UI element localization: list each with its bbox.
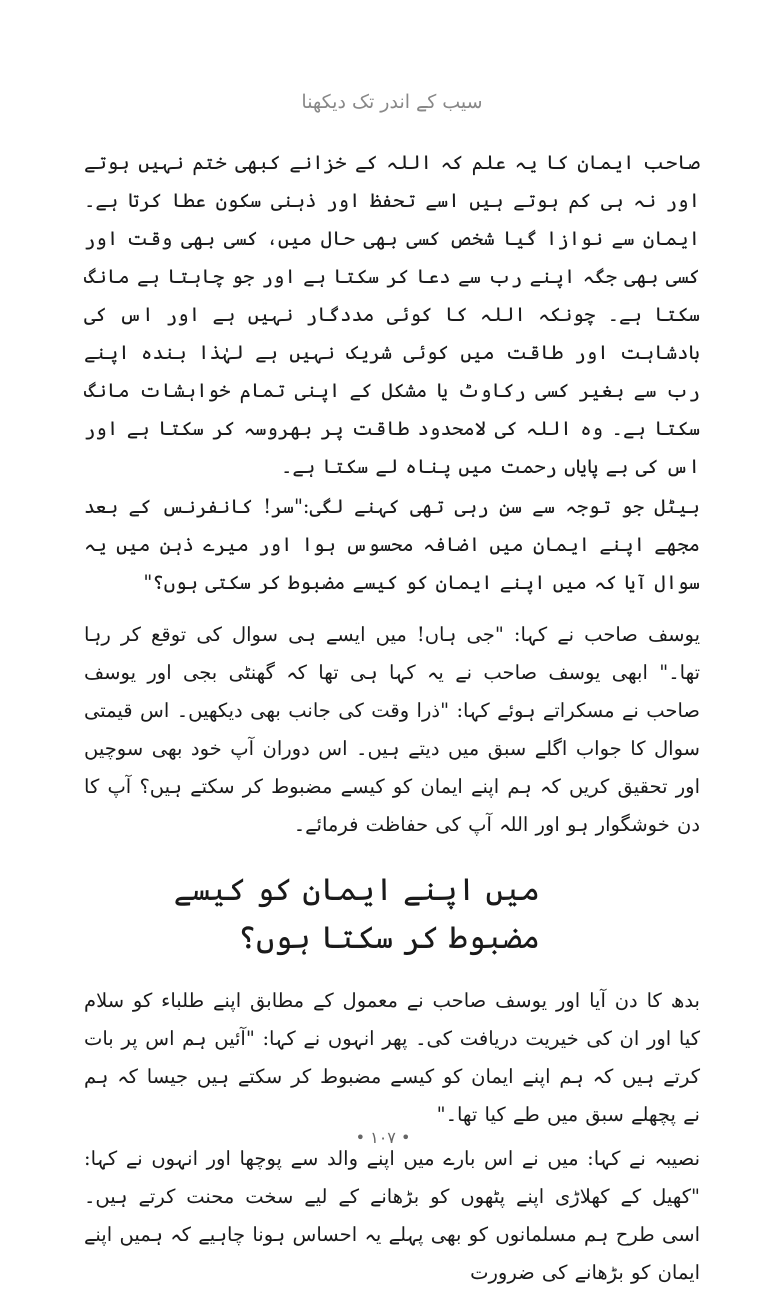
paragraph-faith-knowledge: صاحب ایمان کا یہ علم کہ اللہ کے خزانے کبھی ختم نہیں ہوتے اور نہ ہی کم ہوتے ہیں اسے تحفظ اور ذہنی سکون عطا کرتا ہے۔ ایمان سے نوازا گیا شخص کسی بھی حال میں، کسی بھی وقت اور کسی بھی جگہ اپنے رب سے دعا کر سکتا ہے اور جو چاہتا ہے مانگ سکتا ہے۔ چونکہ اللہ کا کوئی مددگار نہیں ہے اور اس کی بادشاہت اور طاقت میں کوئی شریک نہیں ہے لہٰذا بندہ اپنے رب سے بغیر کسی رکاوٹ یا مشکل کے اپنی تمام خواہشات مانگ سکتا ہے۔ وہ اللہ کی لامحدود طاقت پر بھروسہ کر سکتا ہے اور اس کی بے پایاں رحمت میں پناہ لے سکتا ہے۔: [84, 151, 700, 478]
paragraph-athletes-analogy: نصیبہ نے کہا: میں نے اس بارے میں اپنے والد سے پوچھا اور انہوں نے کہا: "کھیل کے کھلاڑی اپنے پٹھوں کو بڑھانے کے لیے سخت محنت کرتے ہیں۔ اسی طرح ہم مسلمانوں کو بھی پہلے یہ احساس ہونا چاہیے کہ ہمیں اپنے ایمان کو بڑھانے کی ضرورت: [84, 1147, 700, 1284]
paragraph-teacher-reply: یوسف صاحب نے کہا: "جی ہاں! میں ایسے ہی سوال کی توقع کر رہا تھا۔" ابھی یوسف صاحب نے یہ کہا ہی تھا کہ گھنٹی بجی اور یوسف صاحب نے مسکراتے ہوئے کہا: "ذرا وقت کی جانب بھی دیکھیں۔ اس قیمتی سوال کا جواب اگلے سبق میں دیتے ہیں۔ اس دوران آپ خود بھی سوچیں اور تحقیق کریں کہ ہم اپنے ایمان کو کیسے مضبوط کر سکتے ہیں؟ آپ کا دن خوشگوار ہو اور اللہ آپ کی حفاظت فرمائے۔: [84, 623, 700, 836]
paragraph-question-strengthen-faith: بیٹل جو توجہ سے سن رہی تھی کہنے لگی:"سر! کانفرنس کے بعد مجھے اپنے ایمان میں اضافہ محسوس ہوا اور میرے ذہن میں یہ سوال آیا کہ میں اپنے ایمان کو کیسے مضبوط کر سکتی ہوں؟": [84, 495, 700, 594]
paragraph-wednesday-lesson: بدھ کا دن آیا اور یوسف صاحب نے معمول کے مطابق اپنے طلباء کو سلام کیا اور ان کی خیریت دریافت کی۔ پھر انہوں نے کہا: "آئیں ہم اس پر بات کرتے ہیں کہ ہم اپنے ایمان کو کیسے مضبوط کر سکتے ہیں جیسا کہ ہم نے پچھلے سبق میں طے کیا تھا۔": [84, 989, 700, 1126]
section-heading: میں اپنے ایمان کو کیسے مضبوط کر سکتا ہوں؟: [173, 872, 540, 956]
running-header-title: سیب کے اندر تک دیکھنا: [301, 91, 483, 113]
page-number: • ۱۰۷ •: [355, 1128, 411, 1147]
